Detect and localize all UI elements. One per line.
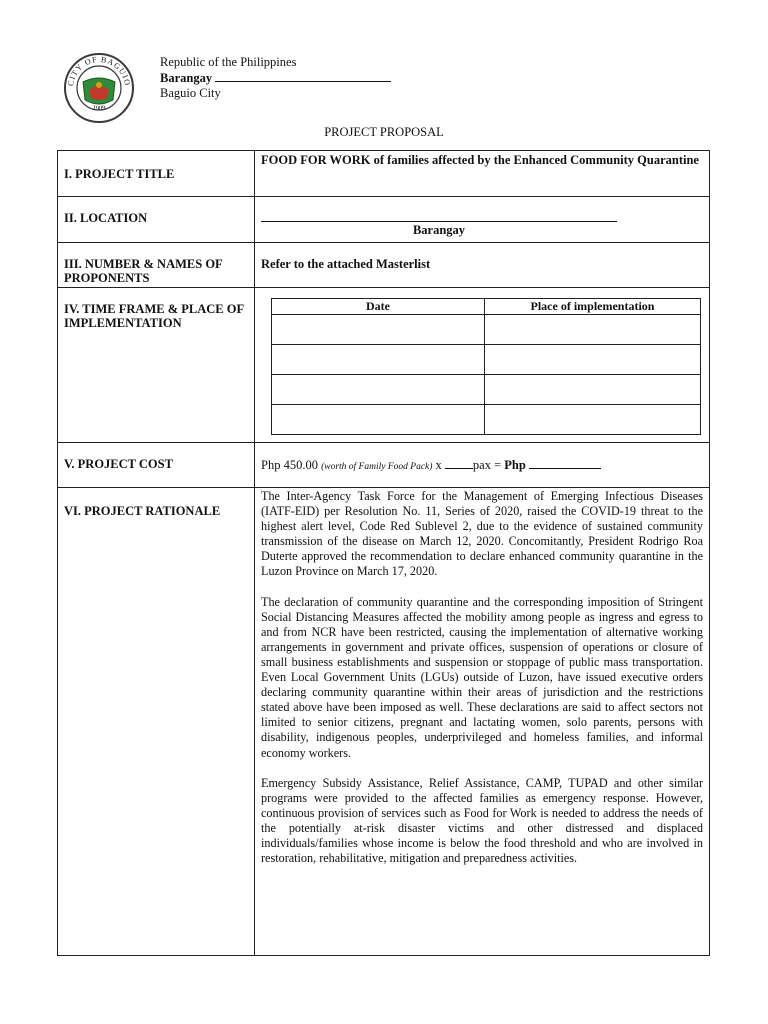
rationale-paragraph-2: The declaration of community quarantine and the corresponding imposition of Stringent Social Distancing Measures affected the mobility among people as ingress and egress to and from NCR have been restricted, causing the implementation of alternative working arrangements in government and private offices, suspension of operations or closure of small business establishments and suspension or stoppage of public mass transportation. Even Local Government Units (LGUs) outside of Luzon, have issued executive orders declaring community quarantine within their areas of jurisdiction and the restrictions stated above have been imposed as well. These declarations are said to affect sectors not limited to senior citizens, pregnant and lactating women, solo parents, persons with disability, indigenous peoples, underprivileged and homeless families, and informal economy workers.: [261, 594, 703, 760]
city-line: Baguio City: [160, 86, 221, 100]
value-project-title: FOOD FOR WORK of families affected by the Enhanced Community Quarantine: [255, 151, 710, 197]
implementation-schedule-table: [271, 298, 701, 435]
location-caption: Barangay: [412, 223, 466, 237]
rationale-paragraph-3: Emergency Subsidy Assistance, Relief Assistance, CAMP, TUPAD and other similar programs were provided to the affected families as emergency response. However, continuous provision of services such as Food for Work is needed to address the needs of the potentially at-risk disaster victims and other distressed and displaced individuals/families whose income is below the food threshold and who are involved in restoration, rehabilitative, mitigation and preparedness activities.: [261, 775, 703, 866]
barangay-line: Barangay: [160, 70, 391, 86]
pax-blank[interactable]: [445, 457, 473, 469]
date-cell[interactable]: [272, 345, 485, 375]
col-date-header: Date: [272, 299, 485, 315]
value-timeframe: [255, 288, 710, 443]
svg-text:1909: 1909: [91, 103, 107, 113]
label-project-title: I. PROJECT TITLE: [58, 151, 255, 197]
row-proponents: [58, 243, 710, 288]
value-rationale: [255, 488, 710, 956]
letterhead: [160, 55, 391, 101]
date-cell[interactable]: [272, 405, 485, 435]
place-cell[interactable]: [485, 375, 701, 405]
value-proponents: Refer to the attached Masterlist: [255, 243, 710, 288]
label-cost: V. PROJECT COST: [58, 443, 255, 488]
place-cell[interactable]: [485, 405, 701, 435]
rationale-paragraph-1: The Inter-Agency Task Force for the Management of Emerging Infectious Diseases (IATF-EID) per Resolution No. 11, Series of 2020, raised the COVID-19 threat to the highest alert level, Code Red Sublevel 2, due to the evidence of sustained community transmission of the disease on March 12, 2020. Concomitantly, President Rodrigo Roa Duterte approved the recommendation to declare enhanced community quarantine in the Luzon Province on March 17, 2020.: [261, 489, 703, 579]
cost-note: (worth of Family Food Pack): [321, 462, 433, 472]
date-cell[interactable]: [272, 315, 485, 345]
row-location: [58, 197, 710, 243]
row-project-title: [58, 151, 710, 197]
col-place-header: Place of implementation: [485, 299, 701, 315]
value-cost: Php 450.00 (worth of Family Food Pack) x pax = Php: [255, 443, 710, 488]
total-blank[interactable]: [529, 457, 601, 469]
label-location: II. LOCATION: [58, 197, 255, 243]
barangay-blank[interactable]: [215, 70, 391, 82]
date-cell[interactable]: [272, 375, 485, 405]
proposal-table: [57, 150, 710, 956]
value-location: [255, 197, 710, 243]
location-blank[interactable]: [261, 205, 617, 222]
svg-text:CITY OF BAGUIO: CITY OF BAGUIO: [65, 54, 133, 87]
label-timeframe: IV. TIME FRAME & PLACE OF IMPLEMENTATION: [58, 288, 255, 443]
row-cost: [58, 443, 710, 488]
row-rationale: [58, 488, 710, 956]
republic-line: Republic of the Philippines: [160, 55, 297, 69]
place-cell[interactable]: [485, 315, 701, 345]
document-title: PROJECT PROPOSAL: [324, 125, 444, 139]
row-timeframe: [58, 288, 710, 443]
label-rationale: VI. PROJECT RATIONALE: [58, 488, 255, 956]
city-seal-logo: [63, 52, 135, 124]
cost-amount: Php 450.00: [261, 458, 318, 472]
label-proponents: III. NUMBER & NAMES OF PROPONENTS: [58, 243, 255, 288]
place-cell[interactable]: [485, 345, 701, 375]
